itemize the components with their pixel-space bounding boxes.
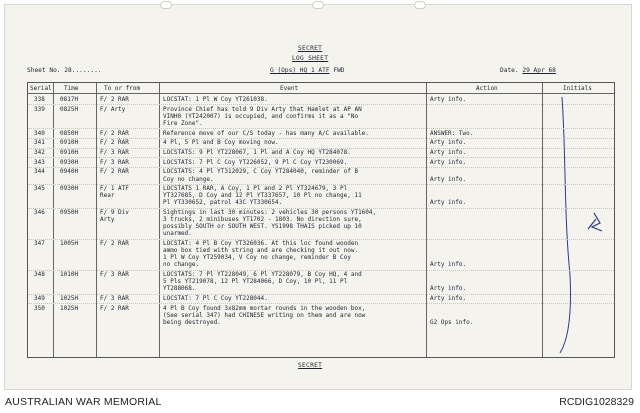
row-serial: 345 xyxy=(34,185,45,193)
sheet-number: Sheet No. 28........ xyxy=(27,67,102,74)
row-time: 0817H xyxy=(60,96,79,103)
row-from: F/ 1 ATF xyxy=(100,185,129,193)
row-time: 0910H xyxy=(60,149,79,156)
row-serial: 346 xyxy=(34,209,45,217)
row-serial: 338 xyxy=(34,96,45,103)
row-event-line: LOCSTAT: 4 Pl B Coy YT326036. At this loc found wooden xyxy=(163,240,359,248)
row-serial: 342 xyxy=(34,149,45,156)
row-event-line: Coy no change. xyxy=(163,175,214,183)
record-id: RCDIG1028329 xyxy=(559,396,634,408)
row-event-line: being destroyed. xyxy=(163,318,221,326)
row-from: F/ 2 RAR xyxy=(100,304,129,312)
row-action: G2 Ops info. xyxy=(430,318,474,326)
row-serial: 340 xyxy=(34,129,45,137)
row-from: Rear xyxy=(100,192,115,200)
row-action: Arty info. xyxy=(430,139,467,147)
column-divider xyxy=(53,83,54,357)
row-from: F/ 3 RAR xyxy=(100,149,129,156)
row-event-line: unarmed. xyxy=(163,230,192,238)
row-event-line: Province Chief has told 9 Div Arty that Hamlet at AP AN xyxy=(163,105,362,113)
row-time: 0910H xyxy=(60,139,79,147)
sheet-value: 28 xyxy=(64,67,72,74)
row-event-line: LOCSTATS: 9 Pl YT228067, 1 Pl and A Coy HQ YT284078. xyxy=(163,149,351,156)
row-action: Arty info. xyxy=(430,96,467,103)
row-time: 0850H xyxy=(60,129,79,137)
row-event-line: YT288068. xyxy=(163,285,196,293)
col-header-action: Action xyxy=(476,85,498,92)
row-event-line: LOCSTAT: 1 Pl W Coy YT261038. xyxy=(163,96,268,103)
punch-hole xyxy=(312,1,324,9)
row-event-line: no change. xyxy=(163,261,200,269)
row-event-line: LOCSTATS 1 RAR, A Coy, 1 Pl and 2 Pl YT324679, 3 Pl xyxy=(163,185,348,193)
row-serial: 344 xyxy=(34,168,45,176)
row-event-line: Reference move of our C/S today - has many A/C available. xyxy=(163,129,369,137)
row-event-line: Pl YT330652, patrol 43C YT330654. xyxy=(163,199,283,207)
row-from: F/ 2 RAR xyxy=(100,96,129,103)
row-time: 0930H xyxy=(60,185,79,193)
column-divider xyxy=(159,83,160,357)
row-event-line: YT327685, D Coy and 12 Pl YT337657, 10 Pl no change, 11 xyxy=(163,192,362,200)
row-from: F/ Arty xyxy=(100,105,126,113)
row-from: F/ 2 RAR xyxy=(100,139,129,147)
row-time: 1010H xyxy=(60,271,79,279)
col-header-event: Event xyxy=(280,85,299,92)
date-value: 29 Apr 68 xyxy=(522,67,556,74)
classification-bottom: SECRET xyxy=(298,362,323,369)
row-time: 0950H xyxy=(60,209,79,217)
row-from: F/ 3 RAR xyxy=(100,158,129,166)
row-action: Arty info. xyxy=(430,295,467,302)
row-event-line: 4 Pl, 5 Pl and B Coy moving now. xyxy=(163,139,279,147)
col-header-initials: Initials xyxy=(563,85,592,92)
date-label: Date. xyxy=(500,67,519,74)
row-event-line: 1 Pl W Coy YT259034, V Coy no change, reminder B Coy xyxy=(163,254,351,262)
archive-footer xyxy=(0,393,640,413)
row-from: F/ 3 RAR xyxy=(100,295,129,302)
row-event-line: VINH0 (YT242007) is occupied, and confirms it as a "No xyxy=(163,112,359,120)
row-action: Arty info. xyxy=(430,261,467,269)
unit-line xyxy=(270,67,345,74)
row-event-line: LOCSTATS: 7 Pl C Coy YT226052, 9 Pl C Coy YT230069. xyxy=(163,158,348,166)
row-event-line: ammo box tied with string and are checking it out now. xyxy=(163,247,359,255)
unit-suffix: FWD xyxy=(333,67,345,74)
row-event-line: LOCSTATS: 4 Pl YT312029, C Coy YT284040, reminder of B xyxy=(163,168,359,176)
row-serial: 349 xyxy=(34,295,45,302)
archive-name: AUSTRALIAN WAR MEMORIAL xyxy=(5,396,162,408)
row-event-line: Fire Zone". xyxy=(163,119,203,127)
row-from: Arty xyxy=(100,216,115,224)
classification-top: SECRET xyxy=(298,45,323,52)
punch-hole xyxy=(414,1,426,9)
col-header-from: To or from xyxy=(104,85,141,92)
log-table xyxy=(27,82,615,358)
row-time: 1025H xyxy=(60,304,79,312)
log-sheet-title: LOG SHEET xyxy=(292,55,329,62)
row-event-line: 5 Pls YT219078, 12 Pl YT284066, D Coy, 10 Pl, 11 Pl xyxy=(163,278,348,286)
row-action: Arty info. xyxy=(430,158,467,166)
row-from: F/ 3 RAR xyxy=(100,271,129,279)
punch-hole xyxy=(160,1,172,9)
row-time: 0940H xyxy=(60,168,79,176)
unit-label: G (Ops) HQ 1 ATF xyxy=(270,67,330,74)
row-from: F/ 2 RAR xyxy=(100,129,129,137)
row-event-line: 3 trucks, 2 minibuses YT1702 - 1803. No direction sure, xyxy=(163,216,362,224)
row-serial: 341 xyxy=(34,139,45,147)
date-line xyxy=(500,67,556,74)
row-from: F/ 2 RAR xyxy=(100,168,129,176)
row-action: Arty info. xyxy=(430,199,467,207)
col-header-serial: Serial xyxy=(30,85,52,92)
row-event-line: 4 Pl B Coy found 3x82mm mortar rounds in the wooden box, xyxy=(163,304,366,312)
sheet-label: Sheet No. xyxy=(27,67,61,74)
row-event-line: LOCSTAT: 7 Pl C Coy YT228044. xyxy=(163,295,268,302)
row-serial: 343 xyxy=(34,158,45,166)
row-event-line: Sightings in last 30 minutes: 2 vehicles 30 persons YT1604, xyxy=(163,209,377,217)
column-divider xyxy=(96,83,97,357)
row-from: F/ 2 RAR xyxy=(100,240,129,248)
row-from: F/ 9 Div xyxy=(100,209,129,217)
row-event-line: LOCSTATS: 7 Pl YT228049, 6 Pl YT228079, B Coy HQ, 4 and xyxy=(163,271,362,279)
row-action: Arty info. xyxy=(430,149,467,156)
row-serial: 339 xyxy=(34,105,45,113)
row-serial: 348 xyxy=(34,271,45,279)
row-time: 1025H xyxy=(60,295,79,302)
row-action: Arty info. xyxy=(430,285,467,293)
row-event-line: (See serial 347) had CHINESE writing on them and are now xyxy=(163,311,366,319)
col-header-time: Time xyxy=(64,85,79,92)
pen-bracket-mark xyxy=(542,95,616,357)
column-divider xyxy=(426,83,427,357)
header-divider xyxy=(28,93,614,94)
row-event-line: possibly SOUTH or SOUTH WEST. YS1998 THAIS picked up 10 xyxy=(163,223,362,231)
row-time: 0930H xyxy=(60,158,79,166)
punch-holes xyxy=(0,0,640,12)
row-serial: 347 xyxy=(34,240,45,248)
row-time: 1005H xyxy=(60,240,79,248)
row-time: 0825H xyxy=(60,105,79,113)
row-action: Arty info. xyxy=(430,175,467,183)
row-action: ANSWER: Two. xyxy=(430,129,474,137)
row-serial: 350 xyxy=(34,304,45,312)
